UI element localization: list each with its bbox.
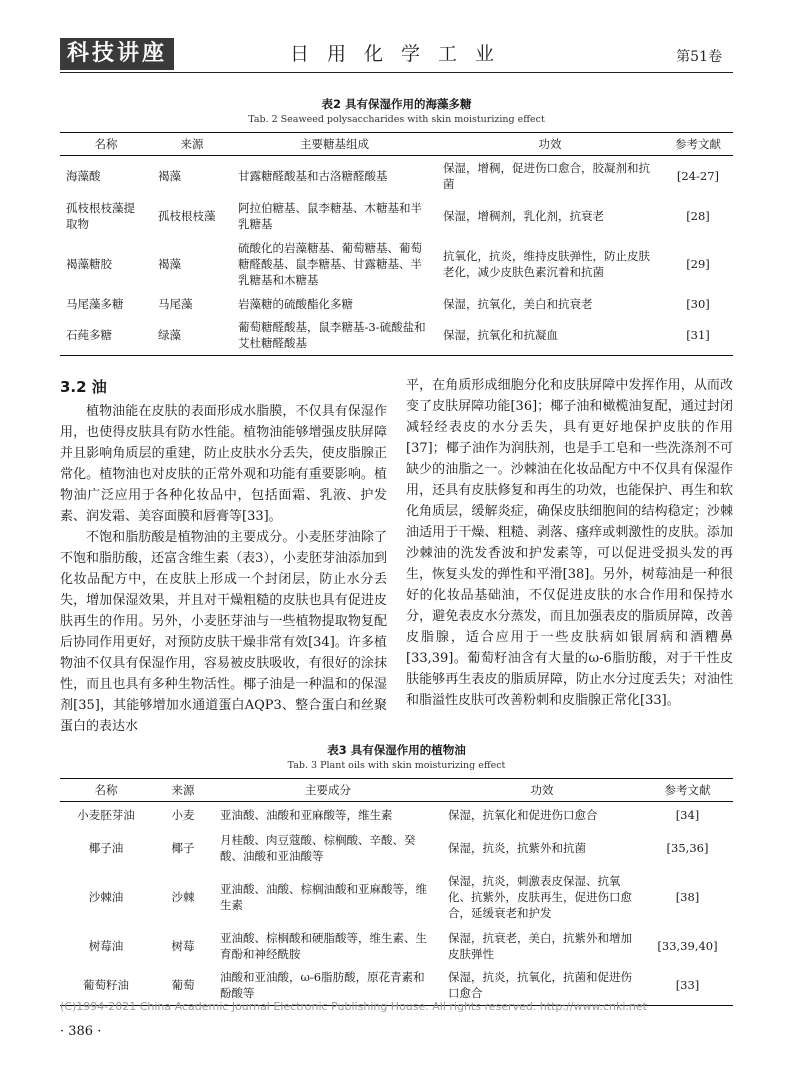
table-cell: 树莓 bbox=[171, 938, 195, 953]
table-cell: 保湿，增稠，促进伤口愈合，胶凝剂和抗菌 bbox=[443, 160, 650, 191]
table-cell: 亚油酸、棕榈酸和硬脂酸等，维生素、生育酚和神经酰胺 bbox=[220, 930, 427, 961]
table-row bbox=[60, 828, 733, 868]
table-cell: 甘露糖醛酸基和古洛糖醛酸基 bbox=[238, 168, 388, 183]
body-paragraph: 不饱和脂肪酸是植物油的主要成分。小麦胚芽油除了不饱和脂肪酸，还富含维生素（表3），小麦胚芽油添加到化妆品配方中，在皮肤上形成一个封闭层，防止水分丢失，增加保湿效果，并且对干燥粗糙的皮肤也具有促进皮肤再生的作用。另外，小麦胚芽油与一些植物提取物复配后协同作用更好，对预防皮肤干燥非常有效[34]。许多植物油不仅具有保湿作用，容易被皮肤吸收，有很好的涂抹性，而且也具有多种生物活性。椰子油是一种温和的保湿剂[35]，其能够增加水通道蛋白AQP3、整合蛋白和丝聚蛋白的表达水 bbox=[60, 530, 387, 734]
table-cell: [31] bbox=[663, 316, 733, 356]
table3-col-source: 来源 bbox=[152, 779, 214, 802]
table-cell: [24-27] bbox=[676, 168, 720, 183]
table-cell: 褐藻 bbox=[158, 256, 181, 271]
table2-caption-cn: 表2 具有保湿作用的海藻多糖 bbox=[321, 97, 472, 111]
table2-col-ref: 参考文献 bbox=[663, 133, 733, 156]
table-cell: [33] bbox=[642, 966, 733, 1006]
table-cell: [38] bbox=[675, 889, 700, 904]
table3-col-effect: 功效 bbox=[442, 779, 642, 802]
table-cell: 葡萄糖醛酸基，鼠李糖基-3-硫酸盐和艾杜糖醛酸基 bbox=[232, 316, 437, 356]
section-heading: 3.2 油 bbox=[60, 378, 107, 396]
table-cell: 马尾藻 bbox=[158, 296, 193, 311]
table2-header-row bbox=[60, 133, 733, 156]
table-cell: 硫酸化的岩藻糖基、葡萄糖基、葡萄糖醛酸基、鼠李糖基、甘露糖基、半乳糖基和木糖基 bbox=[238, 240, 422, 287]
table-cell: 小麦 bbox=[171, 807, 195, 822]
table2-col-source: 来源 bbox=[152, 133, 232, 156]
table-cell: 褐藻 bbox=[158, 168, 181, 183]
table2-col-composition: 主要糖基组成 bbox=[232, 133, 437, 156]
table3 bbox=[60, 778, 733, 1006]
table-cell: 保湿，抗氧化和抗凝血 bbox=[437, 316, 663, 356]
table-cell: 保湿，抗衰老，美白，抗紫外和增加皮肤弹性 bbox=[448, 930, 632, 961]
table-cell: 葡萄 bbox=[152, 966, 214, 1006]
table-cell: 马尾藻多糖 bbox=[66, 296, 124, 311]
table-cell: [28] bbox=[686, 208, 710, 223]
table-cell: 绿藻 bbox=[152, 316, 232, 356]
table-cell: 孤枝根枝藻 bbox=[158, 208, 216, 223]
table3-col-name: 名称 bbox=[60, 779, 152, 802]
table-cell: 椰子油 bbox=[88, 840, 124, 855]
table-cell: 抗氧化，抗炎，维持皮肤弹性，防止皮肤老化，减少皮肤色素沉着和抗菌 bbox=[443, 248, 650, 279]
table-cell: 阿拉伯糖基、鼠李糖基、木糖基和半乳糖基 bbox=[238, 200, 422, 231]
table2-col-name: 名称 bbox=[60, 133, 152, 156]
table3-caption-en: Tab. 3 Plant oils with skin moisturizing effect bbox=[287, 760, 506, 771]
table-cell: 褐藻糖胶 bbox=[66, 256, 112, 271]
table-cell: 保湿，抗氧化，美白和抗衰老 bbox=[443, 296, 593, 311]
table-cell: 保湿，抗炎，抗紫外和抗菌 bbox=[448, 840, 586, 855]
table-row bbox=[60, 926, 733, 966]
table2-caption-en: Tab. 2 Seaweed polysaccharides with skin moisturizing effect bbox=[248, 114, 545, 125]
table-cell: [35,36] bbox=[666, 840, 709, 855]
table3-header-row bbox=[60, 779, 733, 802]
table-cell: 保湿，抗炎，刺激表皮保湿、抗氧化、抗紫外，皮肤再生，促进伤口愈合，延缓衰老和护发 bbox=[448, 873, 632, 920]
table-cell: [33,39,40] bbox=[657, 938, 718, 953]
table-row bbox=[60, 156, 733, 196]
table3-caption-cn: 表3 具有保湿作用的植物油 bbox=[327, 743, 466, 757]
table-cell: 孤枝根枝藻提取物 bbox=[66, 200, 135, 231]
page-number: · 386 · bbox=[60, 1024, 102, 1039]
table3-col-components: 主要成分 bbox=[214, 779, 442, 802]
table-cell: 亚油酸、油酸、棕榈油酸和亚麻酸等，维生素 bbox=[220, 881, 427, 912]
journal-title: 日用化学工业 bbox=[290, 43, 513, 65]
body-paragraph: 植物油能在皮肤的表面形成水脂膜，不仅具有保湿作用，也使得皮肤具有防水性能。植物油能够增强皮肤屏障并且影响角质层的重建，防止皮肤水分丢失，使皮脂腺正常化。植物油也对皮肤的正常外观和功能有重要影响。植物油广泛应用于各种化妆品中，包括面霜、乳液、护发素、润发霜、美容面膜和唇膏等[33]。 bbox=[60, 404, 387, 524]
table-cell: 小麦胚芽油 bbox=[77, 807, 135, 822]
table-row bbox=[60, 316, 733, 356]
table-row bbox=[60, 196, 733, 236]
copyright-notice: (C)1994-2021 China Academic Journal Electronic Publishing House. All rights reserved. http://www.cnki.net bbox=[60, 1000, 647, 1013]
table-row bbox=[60, 802, 733, 828]
table2-col-effect: 功效 bbox=[437, 133, 663, 156]
table-cell: 亚油酸、油酸和亚麻酸等，维生素 bbox=[220, 807, 393, 822]
header-rule bbox=[60, 72, 733, 73]
table-cell: 沙棘 bbox=[171, 889, 195, 904]
table-cell: 葡萄籽油 bbox=[60, 966, 152, 1006]
right-column bbox=[406, 375, 733, 711]
table-cell: 保湿，抗氧化和促进伤口愈合 bbox=[448, 807, 598, 822]
table-row bbox=[60, 236, 733, 292]
table-cell: 椰子 bbox=[171, 840, 195, 855]
table-cell: 保湿，抗炎，抗氧化，抗菌和促进伤口愈合 bbox=[442, 966, 642, 1006]
body-paragraph: 平，在角质形成细胞分化和皮肤屏障中发挥作用，从而改变了皮肤屏障功能[36]；椰子油和橄榄油复配，通过封闭减轻经表皮的水分丢失，具有更好地保护皮肤的作用[37]；椰子油作为润肤剂，也是手工皂和一些洗涤剂不可缺少的油脂之一。沙棘油在化妆品配方中不仅具有保湿作用，还具有皮肤修复和再生的功效，也能保护、再生和软化角质层，缓解炎症，确保皮肤细胞间的结构稳定；沙棘油适用于干燥、粗糙、剥落、瘙痒或刺激性的皮肤。添加沙棘油的洗发香波和护发素等，可以促进受损头发的再生，恢复头发的弹性和平滑[38]。另外，树莓油是一种很好的化妆品基础油，不仅促进皮肤的水合作用和保持水分，避免表皮水分蒸发，而且加强表皮的脂质屏障，改善皮脂腺，适合应用于一些皮肤病如银屑病和酒糟鼻[33,39]。葡萄籽油含有大量的ω-6脂肪酸，对于干性皮肤能够再生表皮的脂质屏障，防止水分过度丢失；对油性和脂溢性皮肤可改善粉刺和皮脂腺正常化[33]。 bbox=[406, 378, 733, 708]
table-cell: 油酸和亚油酸，ω-6脂肪酸，原花青素和酚酸等 bbox=[214, 966, 442, 1006]
column-tag: 科技讲座 bbox=[60, 38, 174, 70]
table-cell: 沙棘油 bbox=[88, 889, 124, 904]
table-cell: [34] bbox=[675, 807, 700, 822]
table-cell: 树莓油 bbox=[88, 938, 124, 953]
table-cell: 石莼多糖 bbox=[60, 316, 152, 356]
table3-col-ref: 参考文献 bbox=[642, 779, 733, 802]
table-cell: 保湿，增稠剂，乳化剂，抗衰老 bbox=[443, 208, 604, 223]
left-column bbox=[60, 401, 387, 737]
table-cell: 岩藻糖的硫酸酯化多糖 bbox=[238, 296, 353, 311]
table-cell: [30] bbox=[686, 296, 710, 311]
table-cell: 海藻酸 bbox=[66, 168, 101, 183]
table-row bbox=[60, 292, 733, 316]
table-cell: [29] bbox=[686, 256, 710, 271]
volume-label: 第51卷 bbox=[676, 49, 722, 65]
table2 bbox=[60, 132, 733, 356]
table-cell: 月桂酸、肉豆蔻酸、棕榈酸、辛酸、癸酸、油酸和亚油酸等 bbox=[220, 832, 416, 863]
table-row bbox=[60, 868, 733, 926]
